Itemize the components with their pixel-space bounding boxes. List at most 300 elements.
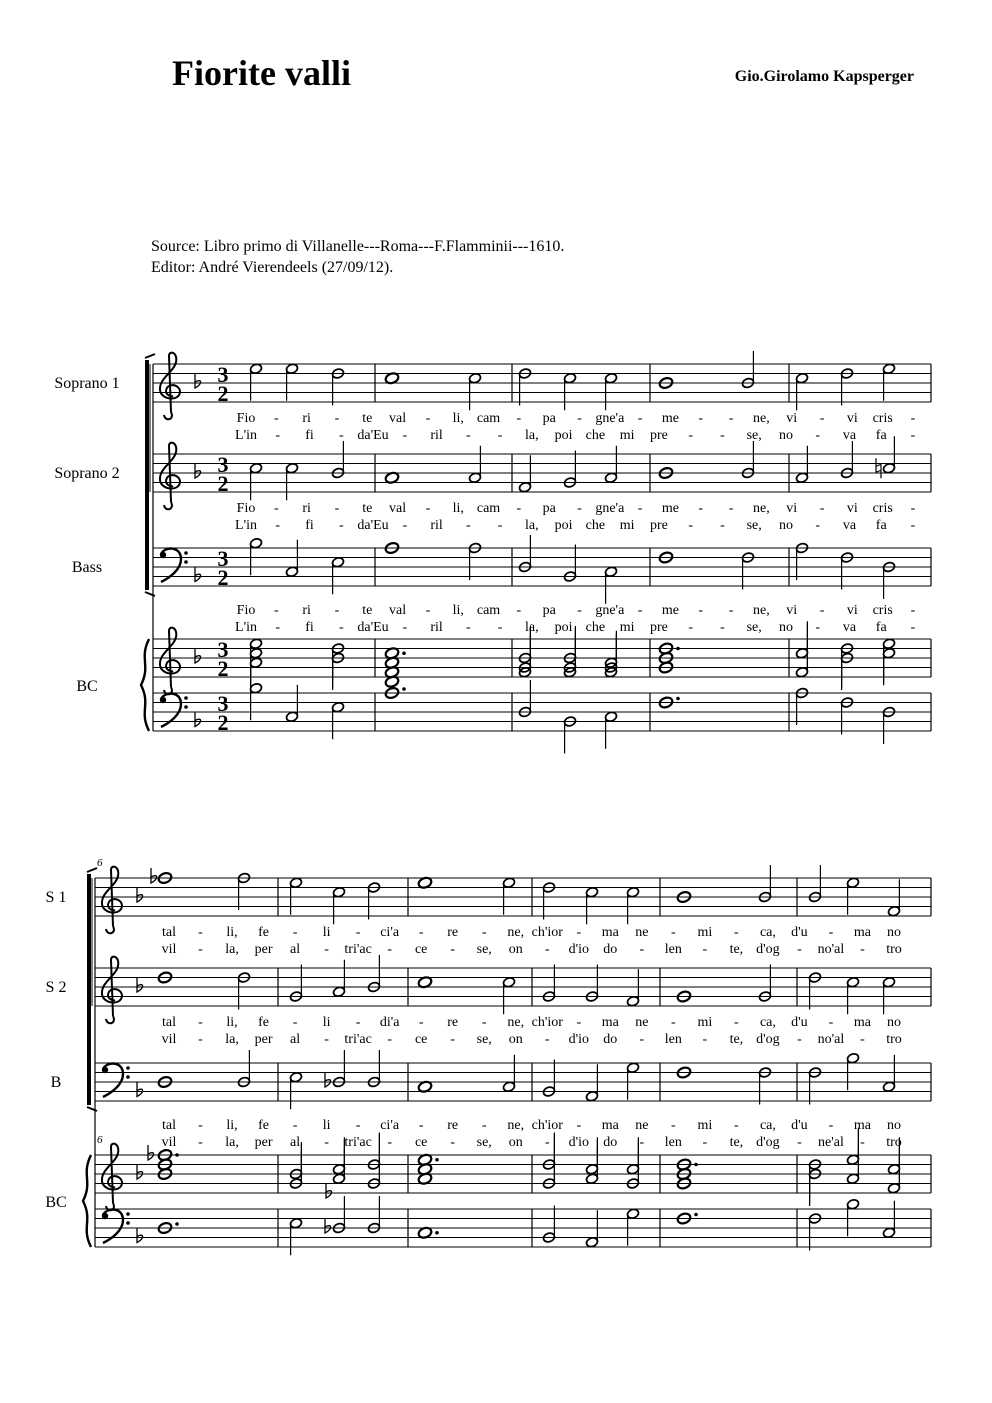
lyric-verse1: - [418,1015,424,1030]
lyric-verse1: - [355,1015,361,1030]
lyric-verse2: va [842,518,857,533]
lyric-verse1: ne [635,1015,649,1030]
lyric-verse2: - [338,620,344,635]
lyric-verse1: te [362,501,373,516]
lyric-verse1: - [577,603,582,618]
lyric-verse1: vi [786,603,798,618]
lyric-verse2: - [544,1135,550,1150]
lyric-verse2: fa [875,428,887,443]
bracket-hook [145,354,155,358]
notehead [285,363,298,375]
note [331,701,344,739]
notehead [468,472,481,484]
lyric-verse1: ma [853,925,872,940]
lyric-verse1: d'u [791,1015,808,1030]
notehead [518,481,531,493]
note [289,877,302,915]
augmentation-dot [435,1231,439,1235]
vocal-bracket [87,874,91,1105]
lyric-verse2: - [465,620,471,635]
notehead [887,905,900,917]
lyric-verse2: - [702,1032,708,1047]
lyric-verse1: - [910,603,916,618]
note [585,1210,598,1248]
lyric-verse2: - [198,942,203,957]
lyric-verse1: ma [601,925,619,940]
lyric-verse2: d'og [756,942,780,957]
lyric-verse2: - [639,942,645,957]
flat-sign-icon [148,1145,154,1160]
flat-sign-icon [195,463,201,478]
notehead [285,711,298,723]
lyric-verse1: ca, [759,925,776,940]
lyric-verse2: vil [161,942,177,957]
notehead [795,666,808,678]
lyric-verse2: - [198,1032,203,1047]
lyric-verse2: va [842,620,857,635]
lyric-verse1: - [418,925,424,940]
lyric-verse2: - [402,428,408,443]
lyric-verse1: - [481,1118,487,1133]
lyric-verse2: - [797,942,802,957]
lyric-verse1: - [828,1015,834,1030]
notehead [604,372,617,384]
lyric-verse2: len [664,942,682,957]
lyric-verse1: - [334,411,340,426]
lyric-verse2: - [338,428,344,443]
flat-stroke [137,887,143,902]
lyric-verse2: - [402,518,408,533]
lyric-verse2: tri'ac [344,942,372,957]
lyric-verse2: - [497,518,503,533]
lyric-verse2: poi [554,620,573,635]
note [285,462,298,500]
chord-note [626,1137,639,1175]
lyric-verse1: ch'ior [531,925,563,940]
flat-sign-icon [137,887,143,902]
augmentation-dot [694,1163,698,1167]
time-signature-denominator: 2 [217,471,229,496]
lyric-verse1: cam [476,411,501,426]
lyric-verse2: - [815,620,821,635]
lyric-verse2: - [465,518,471,533]
lyric-verse1: ca, [759,1118,776,1133]
lyric-verse2: ne'al [818,1135,844,1150]
lyric-verse1: d'u [791,925,808,940]
lyric-verse2: - [797,1032,802,1047]
lyric-verse2: te, [729,1135,744,1150]
augmentation-dot [175,1222,179,1226]
note [626,1062,639,1100]
lyric-verse2: per [254,1135,273,1150]
lyric-verse2: - [910,428,916,443]
note [289,1071,302,1109]
lyric-verse1: - [577,501,582,516]
lyric-verse1: - [198,925,203,940]
time-signature-numerator: 3 [217,691,229,716]
notehead [626,1163,639,1175]
note [285,685,298,723]
lyric-verse2: - [860,942,865,957]
flat-sign-icon [137,1228,143,1243]
note [887,879,900,917]
clef-stroke [102,957,122,1024]
notehead [585,886,598,898]
lyric-verse1: - [698,603,704,618]
time-signature-numerator: 3 [217,546,229,571]
note [468,446,481,484]
lyric-verse2: da'Eu [357,518,389,533]
lyric-verse2: - [402,620,408,635]
lyric-verse2: - [702,1135,708,1150]
lyric-verse2: ril [430,518,443,533]
notehead [585,1090,598,1102]
lyric-verse2: da'Eu [357,428,389,443]
lyric-verse1: fe [258,1015,270,1030]
flat-stroke [195,463,201,478]
note [626,969,639,1007]
lyric-verse1: - [910,411,916,426]
lyric-verse2: L'in [235,620,257,635]
lyric-verse2: - [639,1032,645,1047]
lyric-verse2: d'io [568,1032,589,1047]
lyric-verse1: ri [302,501,311,516]
lyric-verse1: - [516,501,522,516]
lyric-verse1: - [728,411,734,426]
augmentation-dot [402,687,406,691]
lyric-verse1: li, [452,603,464,618]
staff-label-bass: B [50,1074,62,1091]
notehead [502,976,515,988]
lyric-verse1: cris [872,501,893,516]
lyric-verse1: ma [853,1118,872,1133]
notehead [604,566,617,578]
lyric-verse2: fi [305,620,314,635]
clef-dot [102,1213,108,1219]
lyric-verse1: - [273,411,279,426]
lyric-verse2: mi [619,518,635,533]
clef-dot [184,696,188,700]
lyric-verse1: ri [302,411,311,426]
clef-stroke [160,628,180,695]
lyric-verse2: - [450,942,456,957]
notehead [882,647,895,659]
augmentation-dot [435,1158,439,1162]
notehead [846,1154,859,1166]
notehead [502,1081,515,1093]
notehead [795,472,808,484]
notehead [626,995,639,1007]
time-signature-denominator: 2 [217,656,229,681]
lyric-verse1: mi [697,1118,713,1133]
notehead [846,1052,859,1064]
lyric-verse1: li [322,925,331,940]
notehead [289,1217,302,1229]
lyric-verse2: no [778,518,793,533]
lyric-verse2: - [324,942,329,957]
composer-name: Gio.Girolamo Kapsperger [734,68,914,85]
flat-sign-icon [195,712,201,727]
lyric-verse2: - [387,942,392,957]
lyric-verse2: - [450,1032,456,1047]
lyric-verse1: no [887,1118,901,1133]
clef-stroke [160,353,180,420]
time-signature-numerator: 3 [217,452,229,477]
lyric-verse2: se, [746,518,762,533]
notehead [882,363,895,375]
lyric-verse2: la, [525,518,539,533]
notehead [468,372,481,384]
lyric-verse2: fi [305,518,314,533]
lyric-verse1: - [292,1118,298,1133]
lyric-verse1: ma [601,1015,619,1030]
lyric-verse2: pre [649,428,668,443]
treble-clef-icon [102,957,122,1024]
note [626,886,639,924]
notehead [285,462,298,474]
lyric-verse2: no [778,620,793,635]
note [285,363,298,401]
note [502,877,515,915]
lyric-verse1: ma [853,1015,872,1030]
lyric-verse2: on [508,1135,523,1150]
note [604,446,617,484]
natural-sign-icon [876,458,881,478]
notehead [585,1173,598,1185]
flat-stroke [151,868,157,883]
notehead [887,1182,900,1194]
treble-clef-icon [102,867,122,934]
notehead [249,647,262,659]
lyric-verse2: fi [305,428,314,443]
lyric-verse1: - [728,501,734,516]
staff-label-bass: Bass [71,559,103,576]
lyric-verse1: li, [452,501,464,516]
notehead [585,1236,598,1248]
lyric-verse2: che [585,620,606,635]
notehead [332,986,345,998]
lyric-verse1: pa [542,411,556,426]
lyric-verse2: - [860,1135,865,1150]
lyric-verse2: - [387,1032,392,1047]
flat-stroke [326,1183,332,1198]
lyric-verse1: ne, [507,1015,525,1030]
lyric-verse1: - [198,1015,203,1030]
lyric-verse1: cam [476,501,501,516]
lyric-verse1: - [516,411,522,426]
lyric-verse2: - [815,428,821,443]
lyric-verse1: li, [226,1015,238,1030]
flat-stroke [195,712,201,727]
lyric-verse2: se, [746,428,762,443]
lyric-verse2: - [910,518,916,533]
flat-sign-icon [195,373,201,388]
flat-sign-icon [326,1183,332,1198]
note [882,1201,895,1239]
clef-stroke [102,1144,122,1211]
note [846,877,859,915]
flat-sign-icon [137,977,143,992]
time-signature-numerator: 3 [217,362,229,387]
augmentation-dot [175,1153,179,1157]
lyric-verse2: - [324,1135,329,1150]
lyric-verse1: - [418,1118,424,1133]
notehead [563,372,576,384]
continuo-brace [141,639,149,731]
staff-label-continuo: BC [76,678,98,695]
note [846,1052,859,1090]
lyric-verse2: - [720,518,725,533]
augmentation-dot [676,647,680,651]
lyric-verse1: - [734,1015,739,1030]
lyric-verse1: - [910,501,916,516]
lyric-verse2: no'al [817,1032,845,1047]
lyric-verse1: ne, [753,411,770,426]
lyric-verse1: me [661,603,680,618]
lyric-verse2: on [508,1032,523,1047]
lyric-verse2: la, [225,1135,239,1150]
lyric-verse2: tro [886,1032,902,1047]
time-signature-numerator: 3 [217,637,229,662]
treble-clef-icon [102,1144,122,1211]
notehead [249,363,262,375]
lyric-verse2: se, [476,1032,492,1047]
lyric-verse1: ne, [507,1118,525,1133]
notehead [882,638,895,650]
lyric-verse2: len [664,1135,682,1150]
lyric-verse1: - [516,603,522,618]
notehead [846,877,859,889]
lyric-verse1: gne'a [595,501,625,516]
lyric-verse1: cam [476,603,501,618]
lyric-verse2: d'og [756,1032,780,1047]
lyric-verse1: - [728,603,734,618]
clef-dot [126,1075,130,1079]
notehead [249,462,262,474]
lyric-verse1: - [637,603,643,618]
flat-sign-icon [151,868,157,883]
lyric-verse2: per [254,942,273,957]
lyric-verse2: tri'ac [344,1032,372,1047]
notehead [882,1227,895,1239]
lyric-verse2: - [544,1032,550,1047]
note [502,976,515,1014]
note [468,372,481,410]
lyric-verse2: d'io [568,1135,589,1150]
note [795,446,808,484]
lyric-verse1: re [447,1118,459,1133]
lyric-verse2: d'og [756,1135,780,1150]
chord-note [882,647,895,685]
flat-sign-icon [195,567,201,582]
notehead [585,1163,598,1175]
lyric-verse1: - [425,411,431,426]
lyric-verse2: che [585,518,606,533]
lyric-verse1: - [828,1118,834,1133]
notehead [846,976,859,988]
augmentation-dot [694,1213,698,1217]
note [846,976,859,1014]
lyric-verse1: - [576,925,582,940]
lyric-verse2: mi [619,428,635,443]
lyric-verse2: - [387,1135,392,1150]
notehead [289,1071,302,1083]
lyric-verse1: - [425,501,431,516]
notehead [795,647,808,659]
lyric-verse2: - [688,518,694,533]
continuo-brace [83,1155,91,1247]
clef-dot [102,1067,108,1073]
vocal-bracket [145,360,149,590]
lyric-verse1: - [292,925,298,940]
flat-stroke [195,648,201,663]
notehead [249,682,262,694]
notehead [332,886,345,898]
lyric-verse1: - [671,925,676,940]
lyric-verse2: fa [875,620,887,635]
lyric-verse1: - [577,411,582,426]
lyric-verse2: al [290,1032,301,1047]
lyric-verse1: - [698,501,704,516]
clef-dot [160,697,166,703]
flat-stroke [325,1218,331,1233]
lyric-verse1: vi [846,411,858,426]
lyric-verse1: Fio [236,411,256,426]
lyric-verse2: vil [161,1135,177,1150]
lyric-verse1: - [671,1118,676,1133]
lyric-verse1: pa [542,501,556,516]
note [289,1217,302,1255]
lyric-verse1: d'u [791,1118,808,1133]
chord-note [846,1128,859,1166]
lyric-verse1: ch'ior [531,1118,563,1133]
lyric-verse2: poi [554,428,573,443]
staff-label-soprano2: Soprano 2 [54,465,120,482]
lyric-verse2: - [639,1135,645,1150]
lyric-verse1: ne, [753,603,770,618]
clef-dot [184,560,188,564]
lyric-verse2: - [198,1135,203,1150]
lyric-verse1: li, [226,1118,238,1133]
lyric-verse2: do [603,1032,618,1047]
lyric-verse1: di'a [379,1015,400,1030]
lyric-verse1: - [355,1118,361,1133]
notehead [882,462,895,474]
note [585,886,598,924]
clef-stroke [160,443,180,510]
lyric-verse2: do [603,1135,618,1150]
lyric-verse2: te, [729,942,744,957]
note [563,372,576,410]
flat-stroke [137,1228,143,1243]
note [795,372,808,410]
lyric-verse2: - [465,428,471,443]
notehead [604,711,617,723]
lyric-verse1: - [273,603,279,618]
lyric-verse2: al [290,942,301,957]
lyric-verse2: - [338,518,344,533]
natural-stroke [876,458,881,478]
clef-dot [126,1066,130,1070]
lyric-verse1: - [734,925,739,940]
notehead [332,1163,345,1175]
lyric-verse1: ne [635,925,649,940]
lyric-verse2: che [585,428,606,443]
lyric-verse1: ci'a [380,925,400,940]
note [331,556,344,594]
lyric-verse2: per [254,1032,273,1047]
measure-number: 6 [97,1134,103,1146]
